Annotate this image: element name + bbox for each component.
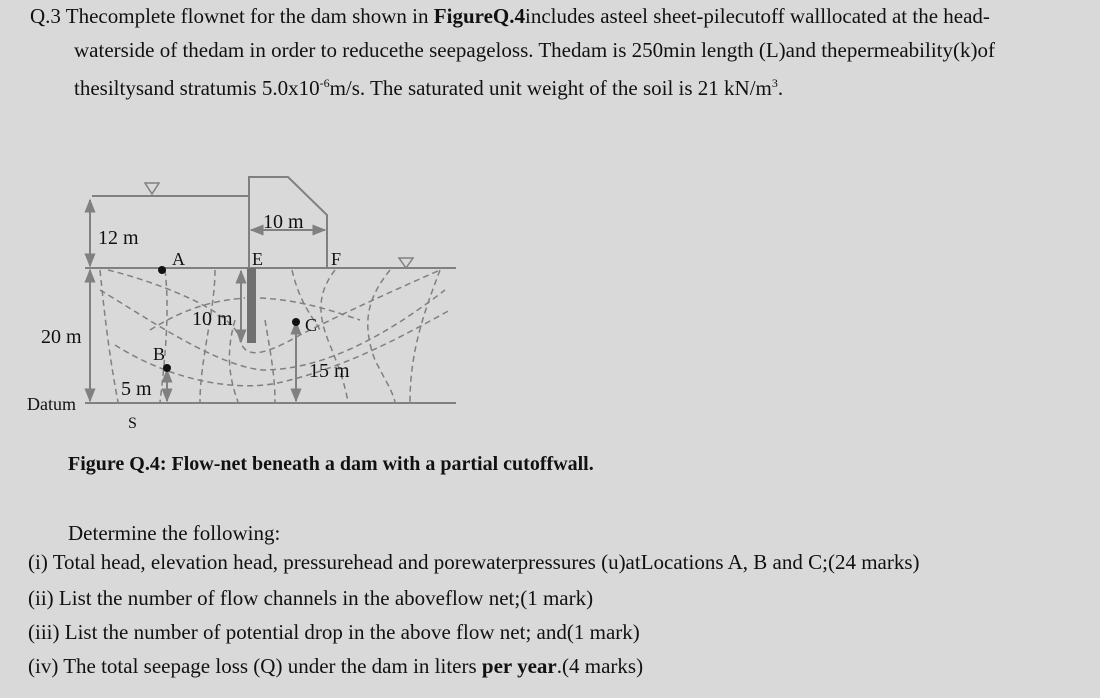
label-A: A (172, 249, 185, 269)
question-text: thesiltysand stratumis 5.0x10 (74, 76, 320, 100)
label-C: C (305, 315, 318, 335)
point-B-marker (163, 364, 171, 372)
label-datum: Datum (27, 394, 76, 414)
label-B: B (153, 344, 166, 364)
equipotential-line (410, 270, 440, 402)
question-text: m/s. The saturated unit weight of the soil is 21 kN/m (329, 76, 772, 100)
point-A-marker (158, 266, 166, 274)
label-15m: 15 m (309, 360, 350, 382)
question-text: includes asteel sheet-pilecutoff walllocated at the head- (524, 4, 990, 28)
flow-line (100, 290, 445, 370)
label-E: E (252, 249, 263, 269)
water-level-symbol (145, 183, 159, 194)
equipotential-line (100, 270, 118, 402)
label-20m: 20 m (41, 326, 82, 348)
point-C-marker (292, 318, 300, 326)
equipotential-line (368, 270, 395, 402)
exponent: -6 (319, 76, 330, 90)
task-1: (i) Total head, elevation head, pressurehead and porewaterpressures (u)atLocations A, B and C;(24 marks) (28, 550, 920, 574)
question-text: waterside of thedam in order to reducethe seepageloss. Thedam is 250min length (L)and thepermeability(k)of (74, 38, 995, 62)
label-F: F (331, 249, 342, 269)
equipotential-line (265, 320, 275, 402)
label-10m-top: 10 m (263, 211, 304, 233)
label-12m: 12 m (98, 227, 139, 249)
task-2: (ii) List the number of flow channels in the aboveflow net;(1 mark) (28, 586, 594, 610)
exponent: 3 (771, 76, 778, 90)
sheet-pile-cutoff (247, 268, 256, 343)
task-emphasis: per year (481, 654, 557, 678)
label-10m-pile: 10 m (192, 308, 233, 330)
task-text: .(4 marks) (556, 654, 644, 678)
question-line-1 (30, 4, 990, 28)
flow-net-diagram (0, 170, 480, 440)
label-5m: 5 m (121, 378, 152, 400)
task-4 (28, 654, 643, 678)
question-line-2 (74, 38, 995, 62)
equipotential-line (321, 270, 348, 402)
water-level-symbol (399, 258, 413, 268)
question-text: Q.3 Thecomplete flownet for the dam shown in (30, 4, 434, 28)
flow-line (108, 270, 440, 353)
question-line-3 (74, 76, 783, 100)
figure-reference: FigureQ.4 (433, 4, 525, 28)
task-3: (iii) List the number of potential drop in the above flow net; and(1 mark) (28, 620, 640, 644)
task-text: (iv) The total seepage loss (Q) under the dam in liters (28, 654, 482, 678)
tasks-intro: Determine the following: (68, 521, 281, 545)
question-text: . (777, 76, 784, 100)
label-S: S (128, 415, 137, 432)
figure-caption: Figure Q.4: Flow-net beneath a dam with a partial cutoffwall. (68, 453, 594, 475)
